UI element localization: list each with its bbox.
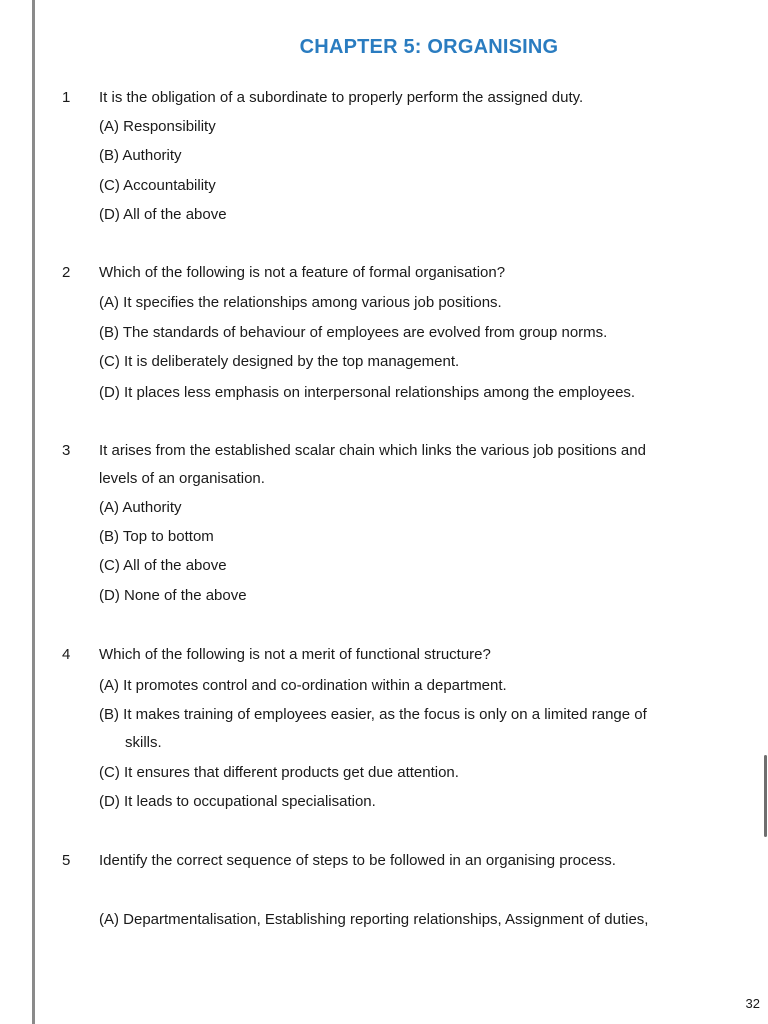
question-2-option-c: (C) It is deliberately designed by the top management. [99, 353, 460, 370]
question-3-option-c: (C) All of the above [99, 557, 227, 574]
question-4-text: Which of the following is not a merit of functional structure? [99, 646, 491, 663]
question-2-option-b: (B) The standards of behaviour of employees are evolved from group norms. [99, 324, 608, 341]
question-3-option-b: (B) Top to bottom [99, 528, 214, 545]
question-number-2: 2 [62, 264, 71, 281]
question-1-option-c: (C) Accountability [99, 177, 216, 194]
question-1-option-a: (A) Responsibility [99, 118, 216, 135]
question-4-option-b-line-2: skills. [125, 734, 162, 751]
left-margin-rule [32, 0, 35, 1024]
question-5-option-a: (A) Departmentalisation, Establishing reporting relationships, Assignment of duties, [99, 911, 649, 928]
chapter-title: CHAPTER 5: ORGANISING [299, 36, 559, 58]
question-5-text: Identify the correct sequence of steps to be followed in an organising process. [99, 852, 616, 869]
question-number-5: 5 [62, 852, 71, 869]
question-2-text: Which of the following is not a feature of formal organisation? [99, 264, 506, 281]
question-4-option-d: (D) It leads to occupational specialisation. [99, 793, 376, 810]
question-4-option-a: (A) It promotes control and co-ordination within a department. [99, 677, 507, 694]
page-number: 32 [745, 996, 760, 1011]
right-edge-mark [764, 755, 767, 837]
question-4-option-b-line-1: (B) It makes training of employees easier, as the focus is only on a limited range of [99, 706, 647, 723]
question-3-text-line-1: It arises from the established scalar chain which links the various job positions and [99, 442, 646, 459]
question-3-option-d: (D) None of the above [99, 587, 247, 604]
question-3-text-line-2: levels of an organisation. [99, 470, 265, 487]
question-1-option-d: (D) All of the above [99, 206, 227, 223]
question-2-option-a: (A) It specifies the relationships among various job positions. [99, 294, 502, 311]
question-number-3: 3 [62, 442, 71, 459]
question-number-4: 4 [62, 646, 71, 663]
question-4-option-c: (C) It ensures that different products get due attention. [99, 764, 459, 781]
question-1-text: It is the obligation of a subordinate to properly perform the assigned duty. [99, 89, 584, 106]
question-1-option-b: (B) Authority [99, 147, 182, 164]
question-2-option-d: (D) It places less emphasis on interpersonal relationships among the employees. [99, 384, 636, 401]
question-number-1: 1 [62, 89, 71, 106]
question-3-option-a: (A) Authority [99, 499, 182, 516]
